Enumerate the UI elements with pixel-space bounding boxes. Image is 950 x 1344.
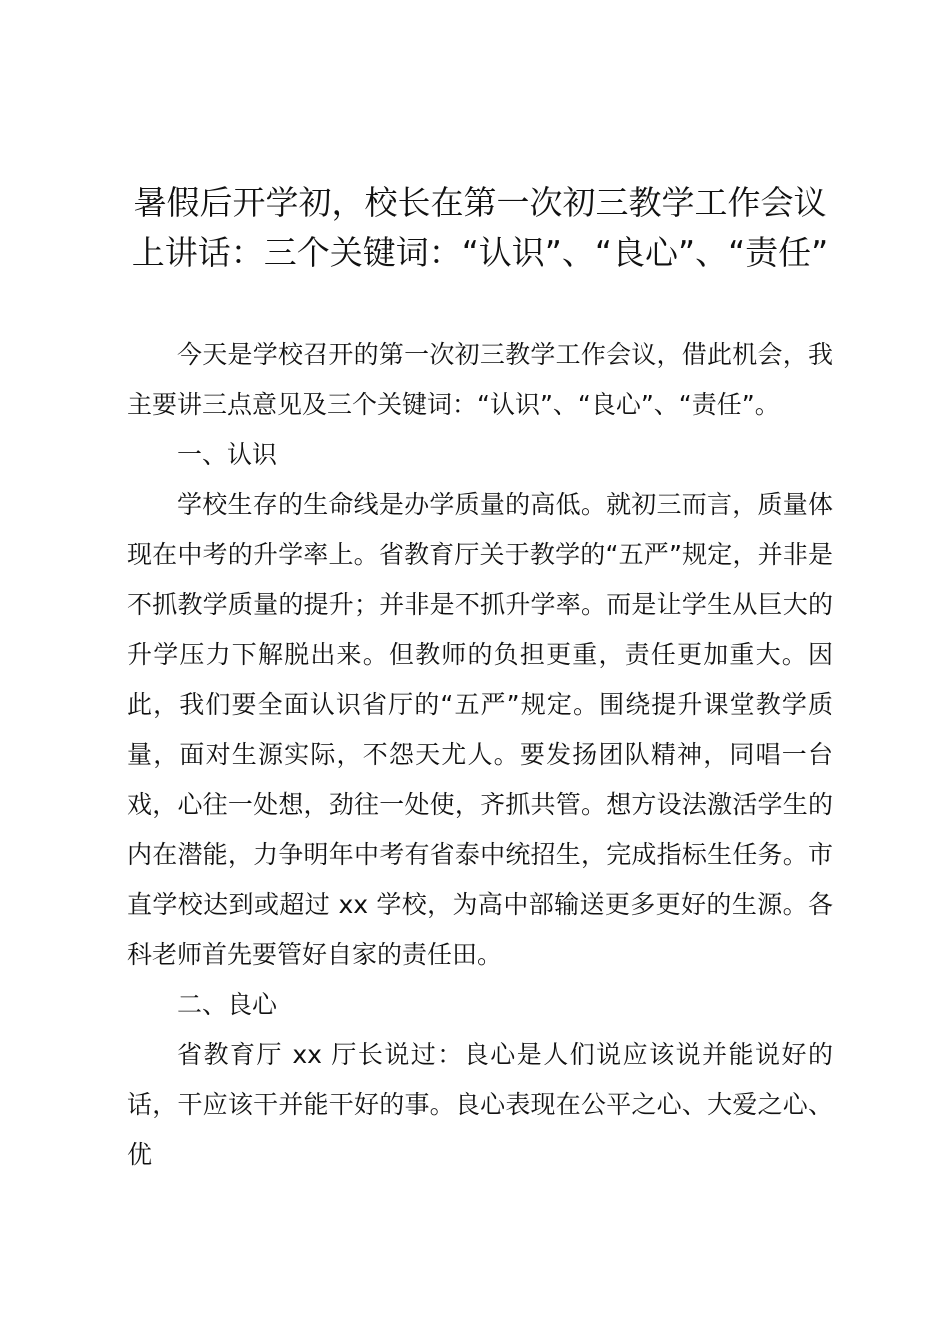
section-heading-recognition: 一、认识 xyxy=(177,440,278,469)
paragraph-conscience: 省教育厅 xx 厅长说过：良心是人们说应该说并能说好的话，干应该干并能干好的事。良心表现在公平之心、大爱之心、优 xyxy=(127,1040,833,1169)
paragraph-recognition: 学校生存的生命线是办学质量的高低。就初三而言，质量体现在中考的升学率上。省教育厅关于教学的“五严”规定，并非是不抓教学质量的提升；并非是不抓升学率。而是让学生从巨大的升学压力下解脱出来。但教师的负担更重，责任更加重大。因此，我们要全面认识省厅的“五严”规定。围绕提升课堂教学质量，面对生源实际，不怨天尤人。要发扬团队精神，同唱一台戏，心往一处想，劲往一处使，齐抓共管。想方设法激活学生的内在潜能，力争明年中考有省泰中统招生，完成指标生任务。市直学校达到或超过 xx 学校，为高中部输送更多更好的生源。各科老师首先要管好自家的责任田。 xyxy=(127,490,833,969)
document-title: 暑假后开学初，校长在第一次初三教学工作会议上讲话：三个关键词：“认识”、“良心”、“责任” xyxy=(131,183,829,272)
paragraph-intro: 今天是学校召开的第一次初三教学工作会议，借此机会，我主要讲三点意见及三个关键词：“认识”、“良心”、“责任”。 xyxy=(127,340,833,419)
document-body xyxy=(127,330,833,1180)
section-heading-conscience: 二、良心 xyxy=(177,990,278,1019)
